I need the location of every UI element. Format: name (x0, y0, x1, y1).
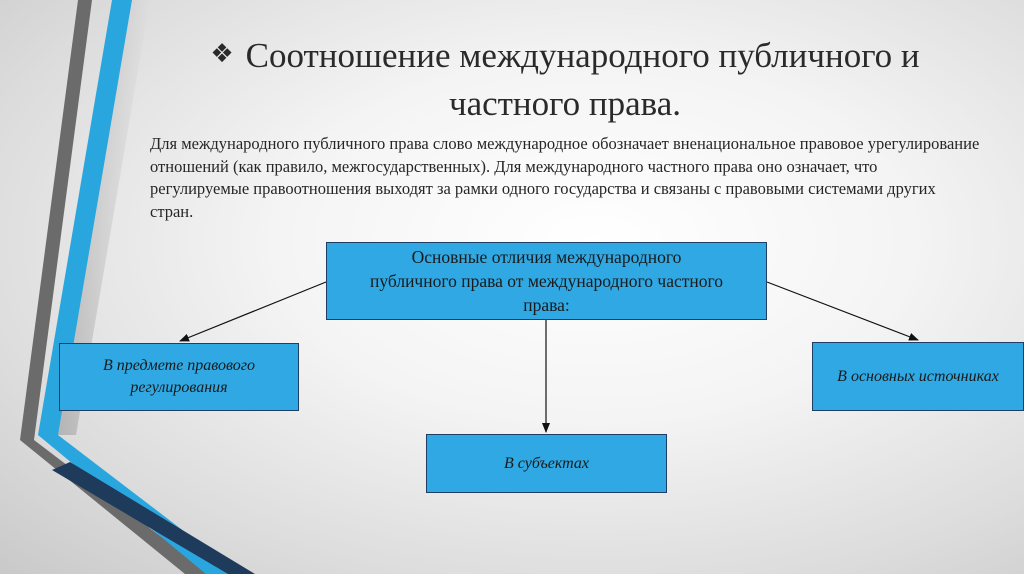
page-title (150, 30, 980, 128)
branch-subject-regulation-box: В предмете правового регулирования (59, 343, 299, 411)
branch-subjects-box: В субъектах (426, 434, 667, 493)
title-text: Соотношение международного публичного и частного права. (245, 36, 920, 123)
branch-sources-box: В основных источниках (812, 342, 1024, 411)
description-paragraph: Для международного публичного права слово международное обозначает вненациональное правовое урегулирование отношений (как правило, межгосударственных). Для международного частного права оно означает, что регулируемые правоотношения выходят за рамки одного государства и связаны с правовыми системами других стран. (150, 134, 980, 221)
main-distinctions-box: Основные отличия международного публичного права от международного частного права: (326, 242, 767, 320)
diamond-bullet-icon: ❖ (210, 39, 234, 69)
stripe-navy (52, 462, 255, 574)
